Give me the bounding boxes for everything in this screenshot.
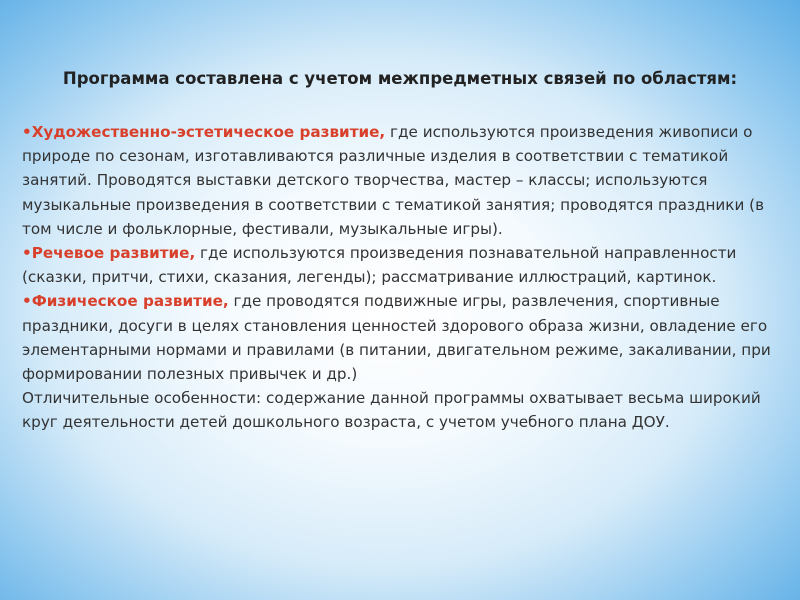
item-text-speech: где используются произведения познавательной направленности (сказки, притчи, стихи, сказания, легенды); рассматривание иллюстраций, картинок. [22,244,737,287]
bullet-marker: • [22,123,32,141]
item-text-physical: где проводятся подвижные игры, развлечения, спортивные праздники, досуги в целях становления ценностей здорового образа жизни, овладение его элементарными нормами и правилами (в питании, двигательном режиме, закаливании, при формировании полезных привычек и др.) [22,292,771,384]
item-heading-art: Художественно-эстетическое развитие, [31,123,386,141]
slide-content [22,120,782,435]
list-item-art [22,120,782,241]
item-heading-speech: Речевое развитие, [31,244,196,263]
list-item-speech [22,241,782,289]
bullet-marker: • [22,244,32,263]
item-heading-physical: Физическое развитие, [31,292,229,311]
conclusion-paragraph: Отличительные особенности: содержание данной программы охватывает весьма широкий круг деятельности детей дошкольного возраста, с учетом учебного плана ДОУ. [22,389,761,432]
item-text-art: где используются произведения живописи о природе по сезонам, изготавливаются различные изделия в соответствии с тематикой занятий. Проводятся выставки детского творчества, мастер – классы; используются музыкальные произведения в соответствии с тематикой занятия; проводятся праздники (в том числе и фольклорные, фестивали, музыкальные игры). [22,123,765,238]
list-item-physical [22,289,782,386]
bullet-marker: • [22,292,32,311]
slide-title: Программа составлена с учетом межпредметных связей по областям: [62,69,738,88]
